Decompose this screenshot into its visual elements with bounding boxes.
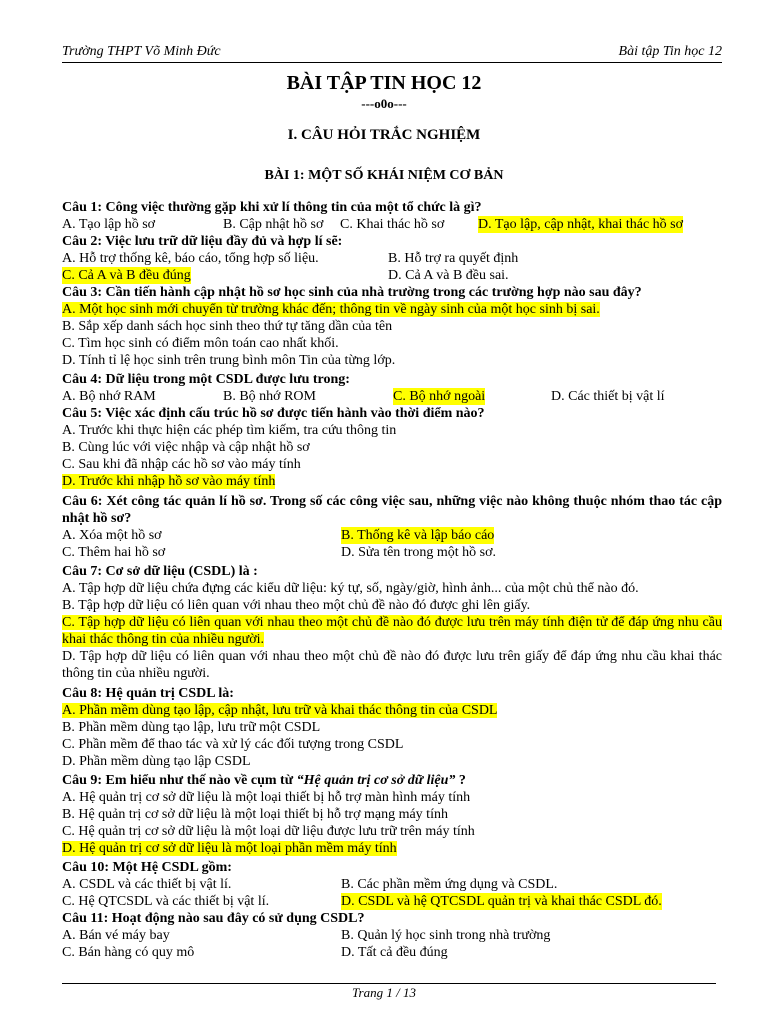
- q7-answer-b: B. Tập hợp dữ liệu có liên quan với nhau theo một chủ đề nào đó được ghi lên giấy.: [62, 598, 531, 613]
- header-course: Bài tập Tin học 12: [618, 44, 722, 59]
- q2-answer-a: A. Hỗ trợ thống kê, báo cáo, tổng hợp số liệu.: [62, 251, 319, 266]
- question-3: Câu 3: Cần tiến hành cập nhật hồ sơ học sinh của nhà trường trong các trường hợp nào sau đây?: [62, 285, 642, 300]
- q9-answer-c: C. Hệ quản trị cơ sở dữ liệu là một loại dữ liệu được lưu trữ trên máy tính: [62, 824, 475, 839]
- q4-answer-c: C. Bộ nhớ ngoài: [393, 389, 486, 404]
- q4-answer-a: A. Bộ nhớ RAM: [62, 389, 156, 404]
- section-heading: I. CÂU HỎI TRẮC NGHIỆM: [287, 127, 481, 143]
- question-10-answers-row1: [62, 876, 722, 893]
- q10-answer-b: B. Các phần mềm ứng dụng và CSDL.: [341, 877, 558, 892]
- q6-answer-b: B. Thống kê và lập báo cáo: [341, 528, 495, 543]
- header-school: Trường THPT Võ Minh Đức: [62, 44, 221, 59]
- q8-answer-b: B. Phần mềm dùng tạo lập, lưu trữ một CSDL: [62, 720, 321, 735]
- question-6-answers-row2: [62, 544, 722, 561]
- q5-answer-a: A. Trước khi thực hiện các phép tìm kiếm, tra cứu thông tin: [62, 423, 397, 438]
- lesson-heading: BÀI 1: MỘT SỐ KHÁI NIỆM CƠ BẢN: [264, 168, 504, 183]
- q1-answer-c: C. Khai thác hồ sơ: [340, 217, 445, 232]
- page-header: [62, 44, 722, 63]
- q9-answer-d: D. Hệ quản trị cơ sở dữ liệu là một loại phần mềm máy tính: [62, 841, 397, 856]
- q7-answer-a: A. Tập hợp dữ liệu chứa đựng các kiểu dữ liệu: ký tự, số, ngày/giờ, hình ảnh... của một chủ thể nào đó.: [62, 581, 639, 596]
- q8-answer-a: A. Phần mềm dùng tạo lập, cập nhật, lưu trữ và khai thác thông tin của CSDL: [62, 703, 498, 718]
- q6-answer-a: A. Xóa một hồ sơ: [62, 528, 162, 543]
- question-4: Câu 4: Dữ liệu trong một CSDL được lưu trong:: [62, 372, 350, 387]
- q3-answer-a: A. Một học sinh mới chuyển từ trường khác đến; thông tin về ngày sinh của một học sinh bị sai.: [62, 302, 600, 317]
- question-2: Câu 2: Việc lưu trữ dữ liệu đầy đủ và hợp lí sẽ:: [62, 234, 343, 249]
- q7-answer-c: C. Tập hợp dữ liệu có liên quan với nhau theo một chủ đề nào đó được lưu trên máy tính điện tử để đáp ứng nhu cầu khai thác thông tin của nhiều người.: [62, 615, 722, 647]
- q8-answer-c: C. Phần mềm để thao tác và xử lý các đối tượng trong CSDL: [62, 737, 404, 752]
- question-10-answers-row2: [62, 893, 722, 910]
- q7-answer-d: D. Tập hợp dữ liệu có liên quan với nhau theo một chủ đề nào đó được lưu trên giấy để đáp ứng nhu cầu khai thác thông tin của nhiều người.: [62, 649, 722, 681]
- q3-answer-c: C. Tìm học sinh có điểm môn toán cao nhất khối.: [62, 336, 339, 351]
- q9-answer-a: A. Hệ quản trị cơ sở dữ liệu là một loại thiết bị hỗ trợ màn hình máy tính: [62, 790, 471, 805]
- question-6: Câu 6: Xét công tác quản lí hồ sơ. Trong số các công việc sau, những việc nào không thuộc nhóm thao tác cập nhật hồ sơ?: [62, 494, 722, 526]
- q3-answer-d: D. Tính tỉ lệ học sinh trên trung bình môn Tin của từng lớp.: [62, 353, 396, 368]
- question-2-answers-row2: [62, 267, 722, 284]
- q5-answer-d: D. Trước khi nhập hồ sơ vào máy tính: [62, 474, 276, 489]
- question-1: Câu 1: Công việc thường gặp khi xử lí thông tin của một tổ chức là gì?: [62, 200, 482, 215]
- question-11: Câu 11: Hoạt động nào sau đây có sử dụng CSDL?: [62, 911, 365, 926]
- q11-answer-b: B. Quản lý học sinh trong nhà trường: [341, 928, 551, 943]
- q6-answer-c: C. Thêm hai hồ sơ: [62, 545, 166, 560]
- question-1-answers: [62, 216, 722, 233]
- q9-text: Câu 9: Em hiểu như thế nào về cụm từ: [62, 773, 297, 788]
- q1-answer-a: A. Tạo lập hồ sơ: [62, 217, 156, 232]
- q11-answer-c: C. Bán hàng có quy mô: [62, 945, 195, 960]
- q2-answer-d: D. Cả A và B đều sai.: [388, 268, 509, 283]
- q2-answer-b: B. Hỗ trợ ra quyết định: [388, 251, 519, 266]
- q10-answer-d: D. CSDL và hệ QTCSDL quản trị và khai thác CSDL đó.: [341, 894, 662, 909]
- question-7: Câu 7: Cơ sở dữ liệu (CSDL) là :: [62, 564, 258, 579]
- q3-answer-b: B. Sắp xếp danh sách học sinh theo thứ tự tăng dần của tên: [62, 319, 393, 334]
- footer-divider: [62, 983, 716, 984]
- question-list: [62, 199, 722, 961]
- question-2-answers-row1: [62, 250, 722, 267]
- q6-answer-d: D. Sửa tên trong một hồ sơ.: [341, 545, 496, 560]
- question-6-answers-row1: [62, 527, 722, 544]
- q11-answer-a: A. Bán vé máy bay: [62, 928, 170, 943]
- q9-quote: “Hệ quản trị cơ sở dữ liệu”: [296, 773, 456, 788]
- q5-answer-b: B. Cùng lúc với việc nhập và cập nhật hồ sơ: [62, 440, 310, 455]
- q8-answer-d: D. Phần mềm dùng tạo lập CSDL: [62, 754, 251, 769]
- page-number: Trang 1 / 13: [352, 985, 416, 1000]
- question-11-answers-row2: [62, 944, 722, 961]
- question-10: Câu 10: Một Hệ CSDL gồm:: [62, 860, 232, 875]
- q1-answer-d: D. Tạo lập, cập nhật, khai thác hồ sơ: [478, 217, 684, 232]
- q4-answer-d: D. Các thiết bị vật lí: [551, 389, 665, 404]
- document-subtitle: ---o0o---: [361, 96, 407, 111]
- question-11-answers-row1: [62, 927, 722, 944]
- document-title: BÀI TẬP TIN HỌC 12: [286, 72, 482, 94]
- q10-answer-c: C. Hệ QTCSDL và các thiết bị vật lí.: [62, 894, 270, 909]
- q11-answer-d: D. Tất cả đều đúng: [341, 945, 448, 960]
- question-9: [62, 772, 722, 789]
- question-4-answers: [62, 388, 722, 405]
- question-8: Câu 8: Hệ quản trị CSDL là:: [62, 686, 234, 701]
- q9-tail: ?: [455, 773, 466, 788]
- q10-answer-a: A. CSDL và các thiết bị vật lí.: [62, 877, 232, 892]
- q5-answer-c: C. Sau khi đã nhập các hồ sơ vào máy tính: [62, 457, 301, 472]
- q1-answer-b: B. Cập nhật hồ sơ: [223, 217, 324, 232]
- q9-answer-b: B. Hệ quản trị cơ sở dữ liệu là một loại thiết bị hỗ trợ mạng máy tính: [62, 807, 448, 822]
- q2-answer-c: C. Cả A và B đều đúng: [62, 268, 191, 283]
- q4-answer-b: B. Bộ nhớ ROM: [223, 389, 316, 404]
- question-5: Câu 5: Việc xác định cấu trúc hồ sơ được tiến hành vào thời điểm nào?: [62, 406, 485, 421]
